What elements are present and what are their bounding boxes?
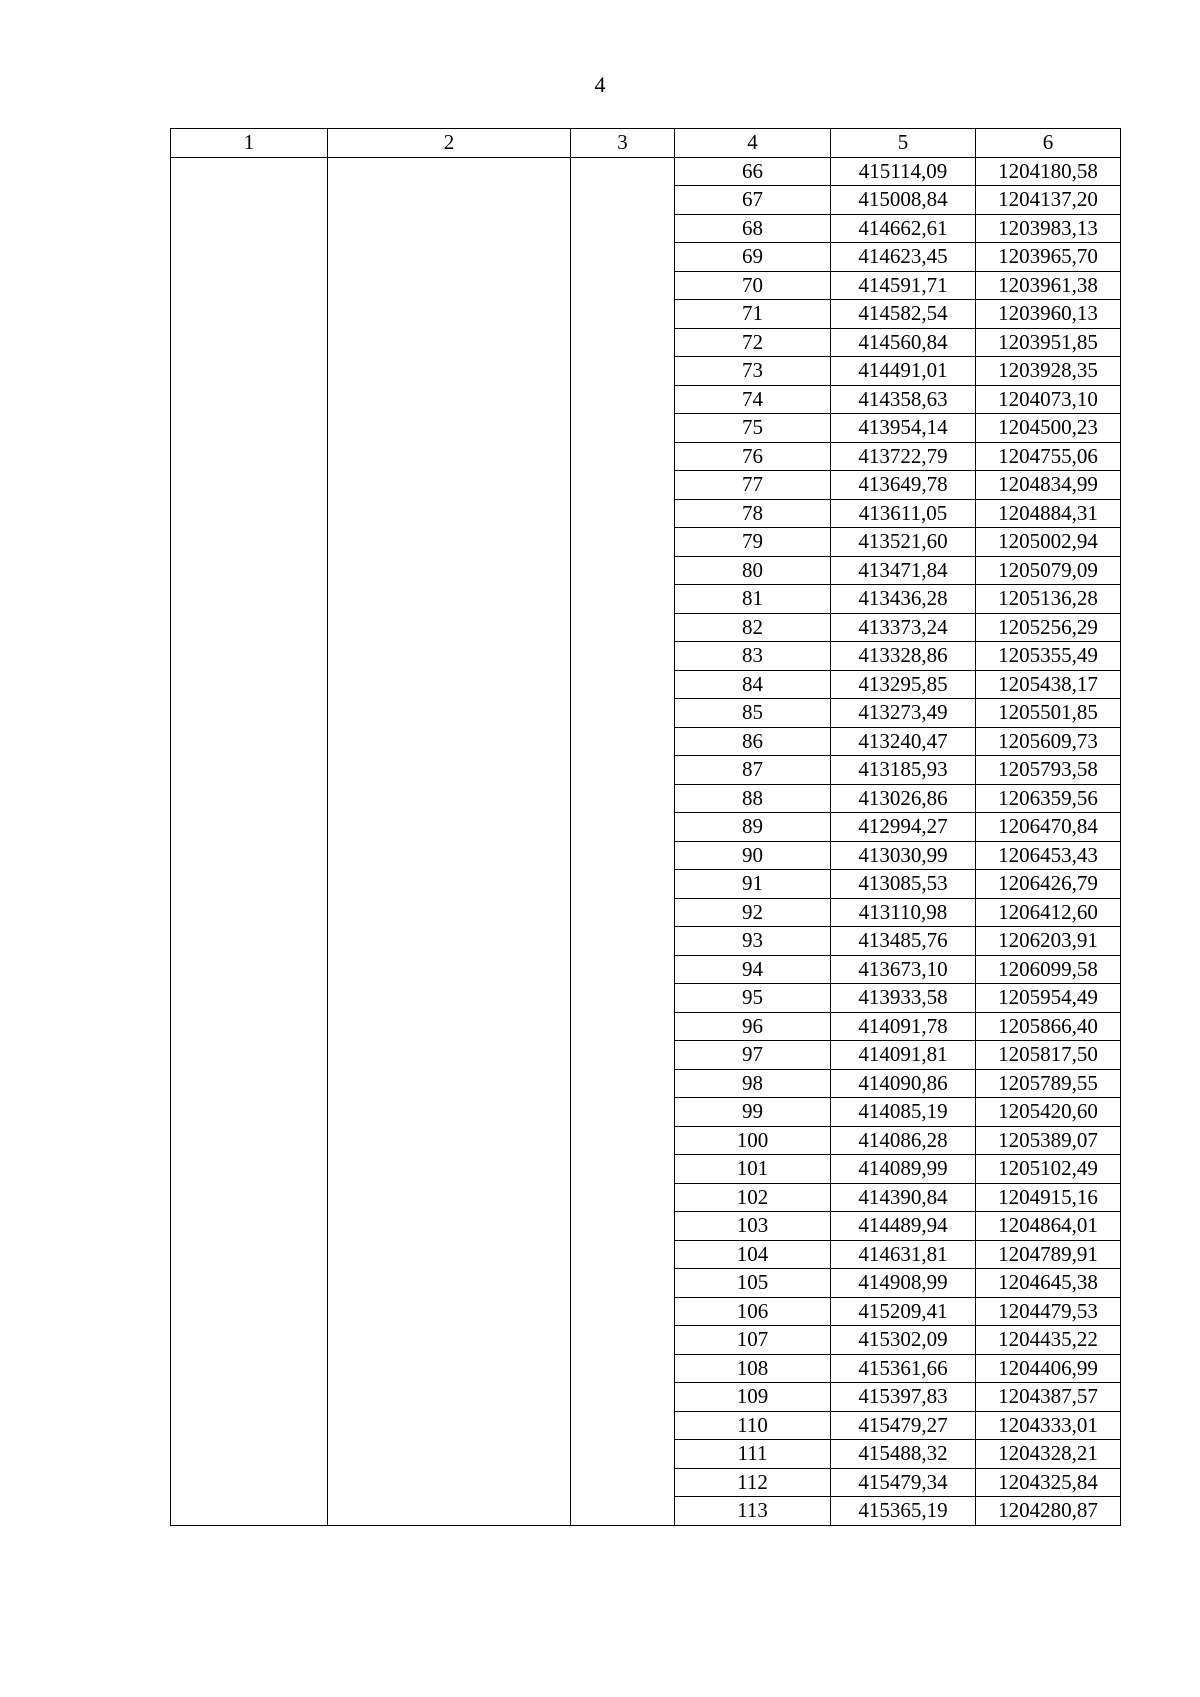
- point-number-cell: 106: [675, 1297, 831, 1326]
- y-coordinate-cell: 1203965,70: [976, 243, 1121, 272]
- x-coordinate-cell: 414623,45: [831, 243, 976, 272]
- point-number-cell: 75: [675, 414, 831, 443]
- x-coordinate-cell: 415365,19: [831, 1497, 976, 1526]
- y-coordinate-cell: 1205817,50: [976, 1041, 1121, 1070]
- x-coordinate-cell: 414090,86: [831, 1069, 976, 1098]
- y-coordinate-cell: 1206359,56: [976, 784, 1121, 813]
- x-coordinate-cell: 413030,99: [831, 841, 976, 870]
- x-coordinate-cell: 413673,10: [831, 955, 976, 984]
- point-number-cell: 76: [675, 442, 831, 471]
- blank-cell-column-2: [328, 157, 571, 1525]
- point-number-cell: 112: [675, 1468, 831, 1497]
- y-coordinate-cell: 1205136,28: [976, 585, 1121, 614]
- coordinates-table: [170, 128, 1121, 1526]
- y-coordinate-cell: 1204073,10: [976, 385, 1121, 414]
- y-coordinate-cell: 1205789,55: [976, 1069, 1121, 1098]
- y-coordinate-cell: 1204435,22: [976, 1326, 1121, 1355]
- y-coordinate-cell: 1204884,31: [976, 499, 1121, 528]
- x-coordinate-cell: 415397,83: [831, 1383, 976, 1412]
- y-coordinate-cell: 1206426,79: [976, 870, 1121, 899]
- y-coordinate-cell: 1204280,87: [976, 1497, 1121, 1526]
- column-header-2: 2: [328, 129, 571, 158]
- x-coordinate-cell: 415209,41: [831, 1297, 976, 1326]
- y-coordinate-cell: 1205438,17: [976, 670, 1121, 699]
- point-number-cell: 80: [675, 556, 831, 585]
- point-number-cell: 69: [675, 243, 831, 272]
- y-coordinate-cell: 1205609,73: [976, 727, 1121, 756]
- x-coordinate-cell: 413954,14: [831, 414, 976, 443]
- y-coordinate-cell: 1204328,21: [976, 1440, 1121, 1469]
- x-coordinate-cell: 415479,34: [831, 1468, 976, 1497]
- y-coordinate-cell: 1204333,01: [976, 1411, 1121, 1440]
- y-coordinate-cell: 1205256,29: [976, 613, 1121, 642]
- y-coordinate-cell: 1204500,23: [976, 414, 1121, 443]
- x-coordinate-cell: 414091,81: [831, 1041, 976, 1070]
- y-coordinate-cell: 1205389,07: [976, 1126, 1121, 1155]
- x-coordinate-cell: 414390,84: [831, 1183, 976, 1212]
- point-number-cell: 78: [675, 499, 831, 528]
- x-coordinate-cell: 415479,27: [831, 1411, 976, 1440]
- y-coordinate-cell: 1204325,84: [976, 1468, 1121, 1497]
- x-coordinate-cell: 415488,32: [831, 1440, 976, 1469]
- y-coordinate-cell: 1204834,99: [976, 471, 1121, 500]
- x-coordinate-cell: 413085,53: [831, 870, 976, 899]
- point-number-cell: 109: [675, 1383, 831, 1412]
- x-coordinate-cell: 415008,84: [831, 186, 976, 215]
- point-number-cell: 72: [675, 328, 831, 357]
- x-coordinate-cell: 414560,84: [831, 328, 976, 357]
- y-coordinate-cell: 1205355,49: [976, 642, 1121, 671]
- y-coordinate-cell: 1204479,53: [976, 1297, 1121, 1326]
- y-coordinate-cell: 1205866,40: [976, 1012, 1121, 1041]
- point-number-cell: 81: [675, 585, 831, 614]
- y-coordinate-cell: 1206099,58: [976, 955, 1121, 984]
- y-coordinate-cell: 1206470,84: [976, 813, 1121, 842]
- point-number-cell: 94: [675, 955, 831, 984]
- x-coordinate-cell: 414085,19: [831, 1098, 976, 1127]
- x-coordinate-cell: 412994,27: [831, 813, 976, 842]
- point-number-cell: 74: [675, 385, 831, 414]
- y-coordinate-cell: 1206453,43: [976, 841, 1121, 870]
- x-coordinate-cell: 413185,93: [831, 756, 976, 785]
- y-coordinate-cell: 1205954,49: [976, 984, 1121, 1013]
- point-number-cell: 82: [675, 613, 831, 642]
- point-number-cell: 99: [675, 1098, 831, 1127]
- blank-cell-column-1: [171, 157, 328, 1525]
- point-number-cell: 100: [675, 1126, 831, 1155]
- page-number: 4: [594, 72, 606, 97]
- y-coordinate-cell: 1205002,94: [976, 528, 1121, 557]
- x-coordinate-cell: 413485,76: [831, 927, 976, 956]
- x-coordinate-cell: 413611,05: [831, 499, 976, 528]
- point-number-cell: 68: [675, 214, 831, 243]
- point-number-cell: 88: [675, 784, 831, 813]
- table-header-row: [171, 129, 1121, 158]
- y-coordinate-cell: 1205420,60: [976, 1098, 1121, 1127]
- y-coordinate-cell: 1206203,91: [976, 927, 1121, 956]
- table-row: [171, 157, 1121, 186]
- x-coordinate-cell: 414489,94: [831, 1212, 976, 1241]
- x-coordinate-cell: 414491,01: [831, 357, 976, 386]
- blank-cell-column-3: [571, 157, 675, 1525]
- x-coordinate-cell: 413649,78: [831, 471, 976, 500]
- y-coordinate-cell: 1204645,38: [976, 1269, 1121, 1298]
- point-number-cell: 103: [675, 1212, 831, 1241]
- y-coordinate-cell: 1203983,13: [976, 214, 1121, 243]
- x-coordinate-cell: 414091,78: [831, 1012, 976, 1041]
- x-coordinate-cell: 413471,84: [831, 556, 976, 585]
- point-number-cell: 98: [675, 1069, 831, 1098]
- x-coordinate-cell: 414662,61: [831, 214, 976, 243]
- point-number-cell: 67: [675, 186, 831, 215]
- y-coordinate-cell: 1206412,60: [976, 898, 1121, 927]
- table-body: [171, 157, 1121, 1525]
- point-number-cell: 89: [675, 813, 831, 842]
- x-coordinate-cell: 414582,54: [831, 300, 976, 329]
- y-coordinate-cell: 1203960,13: [976, 300, 1121, 329]
- point-number-cell: 90: [675, 841, 831, 870]
- x-coordinate-cell: 413328,86: [831, 642, 976, 671]
- y-coordinate-cell: 1205501,85: [976, 699, 1121, 728]
- point-number-cell: 104: [675, 1240, 831, 1269]
- point-number-cell: 111: [675, 1440, 831, 1469]
- point-number-cell: 70: [675, 271, 831, 300]
- x-coordinate-cell: 413722,79: [831, 442, 976, 471]
- point-number-cell: 96: [675, 1012, 831, 1041]
- point-number-cell: 105: [675, 1269, 831, 1298]
- x-coordinate-cell: 414086,28: [831, 1126, 976, 1155]
- y-coordinate-cell: 1204789,91: [976, 1240, 1121, 1269]
- x-coordinate-cell: 413373,24: [831, 613, 976, 642]
- column-header-5: 5: [831, 129, 976, 158]
- y-coordinate-cell: 1204180,58: [976, 157, 1121, 186]
- y-coordinate-cell: 1204137,20: [976, 186, 1121, 215]
- y-coordinate-cell: 1203928,35: [976, 357, 1121, 386]
- x-coordinate-cell: 415302,09: [831, 1326, 976, 1355]
- x-coordinate-cell: 413273,49: [831, 699, 976, 728]
- point-number-cell: 71: [675, 300, 831, 329]
- x-coordinate-cell: 414908,99: [831, 1269, 976, 1298]
- point-number-cell: 108: [675, 1354, 831, 1383]
- y-coordinate-cell: 1205793,58: [976, 756, 1121, 785]
- point-number-cell: 86: [675, 727, 831, 756]
- x-coordinate-cell: 413521,60: [831, 528, 976, 557]
- x-coordinate-cell: 413240,47: [831, 727, 976, 756]
- point-number-cell: 77: [675, 471, 831, 500]
- x-coordinate-cell: 413026,86: [831, 784, 976, 813]
- y-coordinate-cell: 1204864,01: [976, 1212, 1121, 1241]
- y-coordinate-cell: 1204406,99: [976, 1354, 1121, 1383]
- point-number-cell: 95: [675, 984, 831, 1013]
- point-number-cell: 66: [675, 157, 831, 186]
- column-header-1: 1: [171, 129, 328, 158]
- point-number-cell: 92: [675, 898, 831, 927]
- point-number-cell: 102: [675, 1183, 831, 1212]
- point-number-cell: 91: [675, 870, 831, 899]
- y-coordinate-cell: 1204915,16: [976, 1183, 1121, 1212]
- x-coordinate-cell: 413110,98: [831, 898, 976, 927]
- x-coordinate-cell: 414591,71: [831, 271, 976, 300]
- point-number-cell: 79: [675, 528, 831, 557]
- x-coordinate-cell: 415114,09: [831, 157, 976, 186]
- x-coordinate-cell: 414631,81: [831, 1240, 976, 1269]
- x-coordinate-cell: 413436,28: [831, 585, 976, 614]
- point-number-cell: 87: [675, 756, 831, 785]
- x-coordinate-cell: 414358,63: [831, 385, 976, 414]
- point-number-cell: 85: [675, 699, 831, 728]
- y-coordinate-cell: 1204387,57: [976, 1383, 1121, 1412]
- point-number-cell: 107: [675, 1326, 831, 1355]
- y-coordinate-cell: 1205079,09: [976, 556, 1121, 585]
- point-number-cell: 73: [675, 357, 831, 386]
- point-number-cell: 84: [675, 670, 831, 699]
- point-number-cell: 93: [675, 927, 831, 956]
- x-coordinate-cell: 415361,66: [831, 1354, 976, 1383]
- y-coordinate-cell: 1203961,38: [976, 271, 1121, 300]
- point-number-cell: 110: [675, 1411, 831, 1440]
- column-header-6: 6: [976, 129, 1121, 158]
- y-coordinate-cell: 1204755,06: [976, 442, 1121, 471]
- x-coordinate-cell: 414089,99: [831, 1155, 976, 1184]
- point-number-cell: 101: [675, 1155, 831, 1184]
- y-coordinate-cell: 1203951,85: [976, 328, 1121, 357]
- x-coordinate-cell: 413933,58: [831, 984, 976, 1013]
- point-number-cell: 83: [675, 642, 831, 671]
- column-header-4: 4: [675, 129, 831, 158]
- y-coordinate-cell: 1205102,49: [976, 1155, 1121, 1184]
- x-coordinate-cell: 413295,85: [831, 670, 976, 699]
- point-number-cell: 97: [675, 1041, 831, 1070]
- point-number-cell: 113: [675, 1497, 831, 1526]
- column-header-3: 3: [571, 129, 675, 158]
